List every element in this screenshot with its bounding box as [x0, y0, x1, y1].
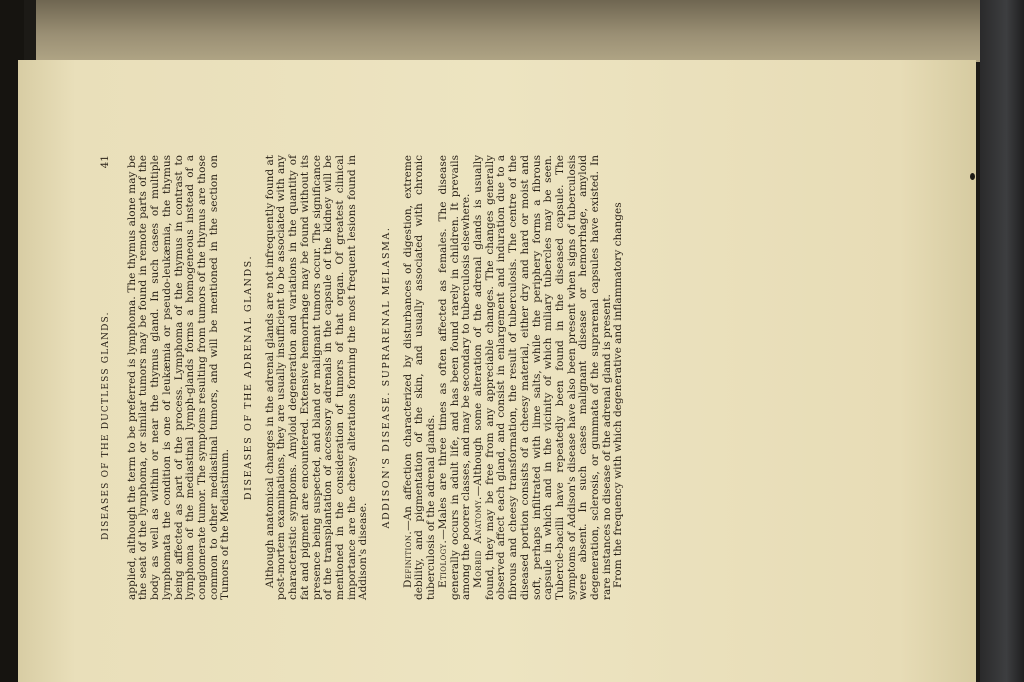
page-text — [100, 155, 860, 600]
definition-label: Definition. — [401, 530, 414, 588]
background-right — [980, 0, 1024, 682]
page-speck — [970, 173, 975, 180]
definition-text: —An affection characterized by disturbances of digestion, extreme debility, and pigmentation of the skin, and usually associated with chronic tuberculosis of the adrenal glands. — [401, 155, 438, 600]
paragraph-etiology — [438, 155, 473, 600]
anatomy-text: —Although some alteration of the adrenal glands is usually found, they may be free from any appreciable changes. The changes generally observed affect each gland, and consist in enlargement and induration due to a fibrous and cheesy transformation, the result of tuberculosis. The centre of the diseased portion consists of a cheesy material, either dry and hard or moist and soft, perhaps infiltrated with lime salts, while the periphery forms a fibrous capsule in which and in the vicinity of which miliary tubercles may be seen. Tubercle-bacilli have repeatedly been found in the diseased capsule. The symptoms of Addison's disease have also been present when signs of tuberculosis were absent. In such cases malignant disease or hemorrhage, amyloid degeneration, sclerosis, or gummata of the suprarenal capsules have existed. In rare instances no disease of the adrenal gland is present. — [471, 155, 613, 600]
paragraph-anatomy — [473, 155, 613, 600]
paragraph-adrenal: Although anatomical changes in the adrenal glands are not infrequently found at post-mortem examinations, they are usually insufficient to be associated with any characteristic symptoms. Amyloid degeneration and variations in the quantity of fat and pigment are encountered. Extensive hemorrhage may be found without its presence being suspected, and bland or malignant tumors occur. The significance of the transplantation of accessory adrenals in the capsule of the kidney will be mentioned in the consideration of tumors of that organ. Of greatest clinical importance are the cheesy alterations forming the most frequent lesions found in Addison's disease. — [263, 155, 370, 600]
section-heading-adrenal: DISEASES OF THE ADRENAL GLANDS. — [243, 254, 255, 501]
book-top-edge — [36, 0, 984, 62]
paragraph-definition — [403, 155, 438, 600]
paragraph-thymus: applied, although the term to be preferred is lymphoma. The thymus alone may be the seat of the lymphoma, or similar tumors may be found in remote parts of the body as well as within or near the thymus gland. In such cases of multiple lymphomata the condition is one of leukæmia or pseudo-leukæmia, the thymus being affected as part of the process. Lymphoma of the thymus in contrast to lymphoma of the mediastinal lymph-glands forms a homogeneous instead of a conglomerate tumor. The symptoms resulting from tumors of the thymus are those common to other mediastinal tumors, and will be mentioned in the section on Tumors of the Mediastinum. — [125, 155, 232, 600]
running-head-title: DISEASES OF THE DUCTLESS GLANDS. — [101, 311, 111, 540]
anatomy-label: Morbid Anatomy. — [471, 496, 484, 588]
etiology-text: —Males are three times as often affected as females. The disease generally occurs in adult life, and has been found rarely in children. It prevails among the poorer classes, and may be secondary to tuberculosis elsewhere. — [436, 155, 473, 600]
page-number: 41 — [99, 155, 111, 169]
paragraph-last-line: From the frequency with which degenerative and inflammatory changes — [612, 202, 625, 588]
section-heading-addison: ADDISON'S DISEASE. SUPRARENAL MELASMA. — [381, 226, 393, 529]
rotated-text-area — [100, 155, 860, 600]
running-head — [100, 155, 113, 600]
etiology-label: Etiology. — [436, 539, 449, 588]
